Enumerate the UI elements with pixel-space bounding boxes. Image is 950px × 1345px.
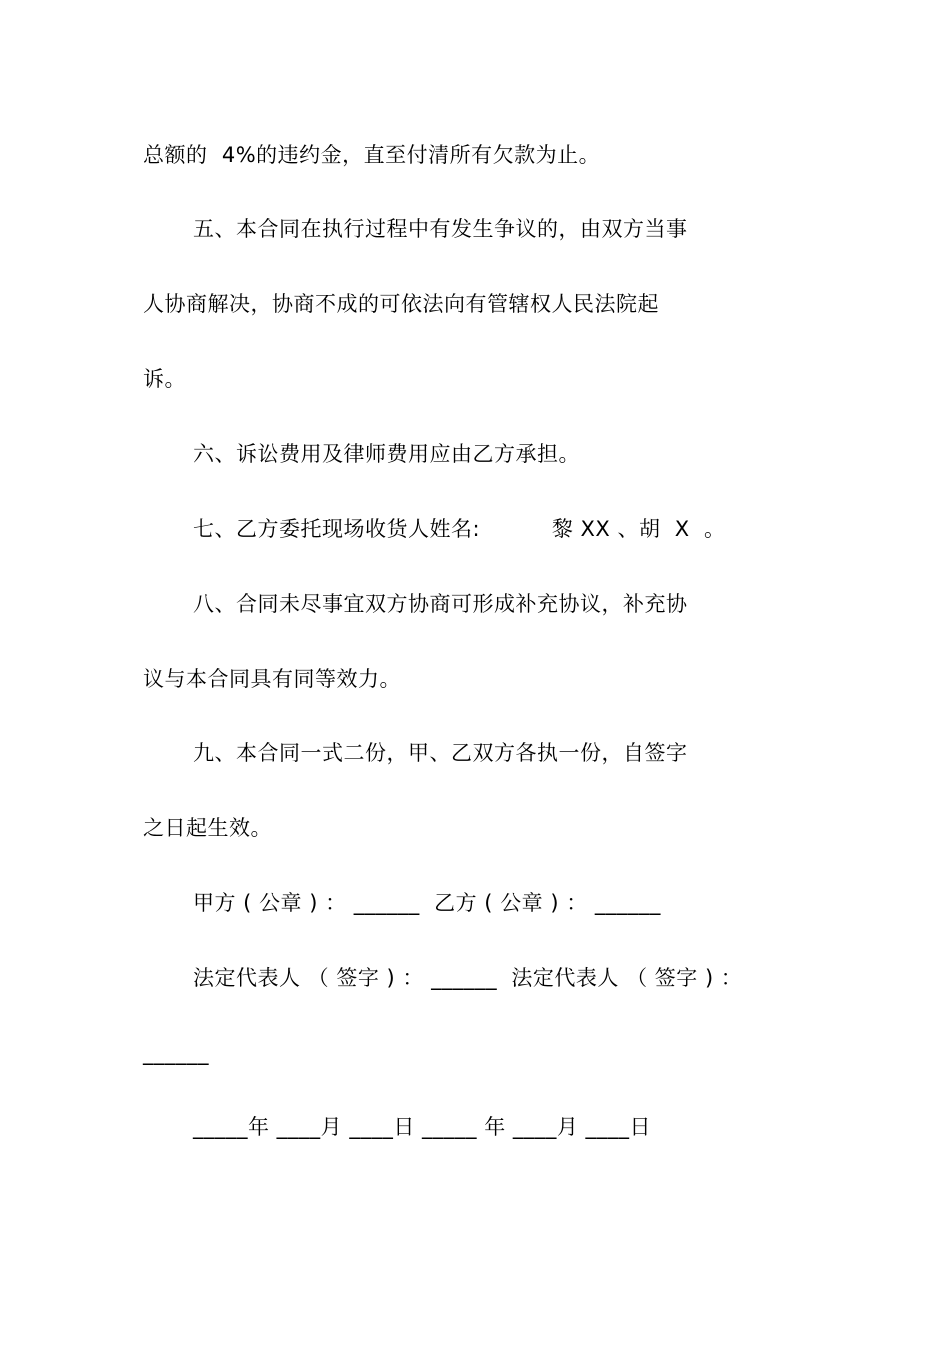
- party-seal-line: 甲方 ( 公章 ) ： ______ 乙方 ( 公章 ) ： ______: [193, 891, 661, 915]
- clause-6: 六、诉讼费用及律师费用应由乙方承担。: [193, 442, 580, 466]
- clause-5-line-2: 人协商解决，协商不成的可依法向有管辖权人民法院起: [143, 292, 659, 316]
- text-line-penalty: 总额的 4%的违约金，直至付清所有欠款为止。: [143, 143, 601, 167]
- clause-8-line-1: 八、合同未尽事宜双方协商可形成补充协议，补充协: [193, 592, 688, 616]
- clause-9-line-1: 九、本合同一式二份，甲、乙双方各执一份，自签字: [193, 741, 688, 765]
- clause-8-line-2: 议与本合同具有同等效力。: [143, 667, 401, 691]
- legal-rep-signature-blank: ______: [143, 1041, 209, 1065]
- legal-rep-signature-line: 法定代表人 （ 签字 ) ： ______ 法定代表人 （ 签字 ) ：: [193, 966, 743, 990]
- date-line: _____年 ____月 ____日 _____ 年 ____月 ____日: [193, 1115, 652, 1139]
- clause-9-line-2: 之日起生效。: [143, 816, 272, 840]
- clause-5-line-1: 五、本合同在执行过程中有发生争议的，由双方当事: [193, 217, 688, 241]
- clause-7: 七、乙方委托现场收货人姓名: 黎 XX 、胡 X 。: [193, 517, 726, 541]
- clause-5-line-3: 诉。: [143, 367, 186, 391]
